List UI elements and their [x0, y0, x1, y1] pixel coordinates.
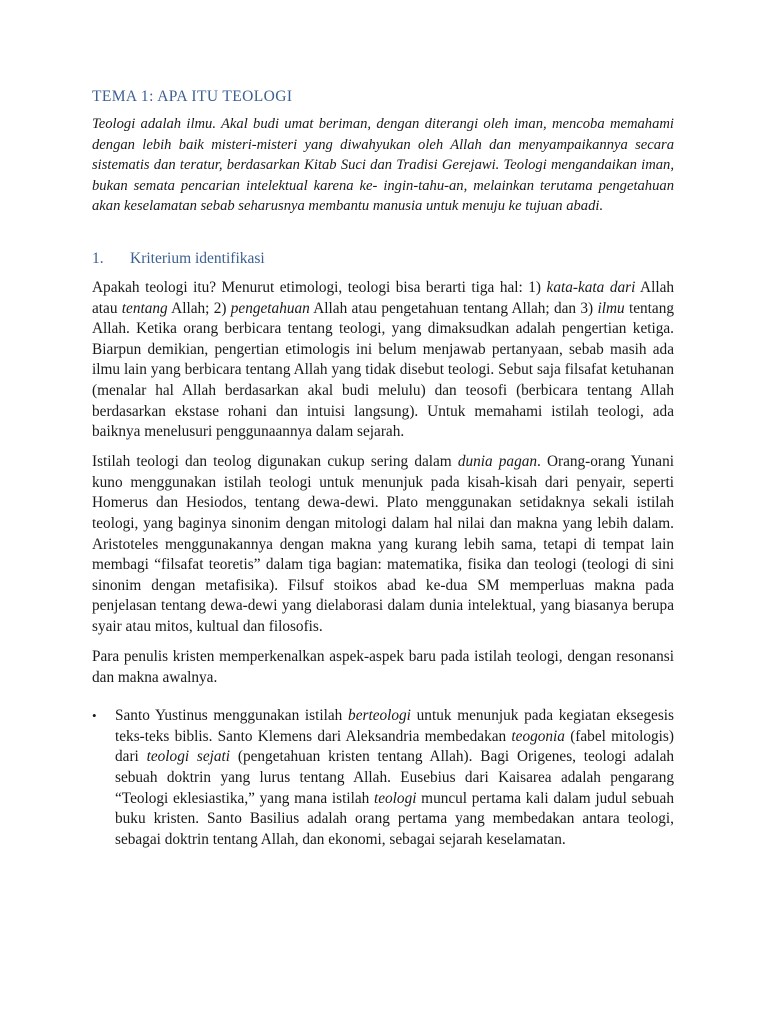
- paragraph-pagan-world: [92, 452, 674, 637]
- paragraph-etymology: [92, 278, 674, 443]
- section-number: 1.: [92, 249, 104, 267]
- document-content: [92, 88, 674, 850]
- text-span: untuk menunjuk pada kegiatan eksegesis teks-teks biblis. Santo Klemens dari Aleksandria membedakan: [115, 707, 674, 745]
- bullet-list: [92, 706, 674, 850]
- section-title: Kriterium identifikasi: [130, 249, 265, 267]
- emphasis-text: ilmu: [597, 299, 625, 317]
- section-heading: [92, 250, 674, 268]
- emphasis-text: dunia pagan: [457, 453, 538, 471]
- paragraph-christian-writers: Para penulis kristen memperkenalkan aspek-aspek baru pada istilah teologi, dengan resonansi dan makna awalnya.: [92, 648, 674, 686]
- text-span: tentang Allah. Ketika orang berbicara tentang teologi, yang dimaksudkan adalah pengertian ketiga. Biarpun demikian, pengertian etimologis ini belum menjawab pertanyaan, sebab masih ada ilmu lain yang berbicara tentang Allah yang tidak disebut teologi. Sebut saja filsafat ketuhanan (menalar hal Allah berdasarkan akal budi melulu) dan teosofi (berbicara tentang Allah berdasarkan ekstase rohani dan intuisi langsung). Untuk memahami istilah teologi, ada baiknya menelusuri penggunaannya dalam sejarah.: [92, 299, 674, 441]
- emphasis-text: teologi sejati: [146, 748, 231, 766]
- text-span: muncul pertama kali dalam judul sebuah buku kristen. Santo Basilius adalah orang pertama yang membedakan antara teologi, sebagai doktrin tentang Allah, dan ekonomi, sebagai sejarah keselamatan.: [115, 789, 674, 848]
- text-span: Allah atau pengetahuan tentang Allah; dan 3): [309, 299, 598, 317]
- text-span: Allah; 2): [167, 299, 231, 317]
- list-item: [92, 706, 674, 850]
- text-span: Istilah teologi dan teolog digunakan cukup sering dalam: [92, 453, 458, 471]
- document-title: TEMA 1: APA ITU TEOLOGI: [92, 88, 293, 105]
- emphasis-text: teogonia: [511, 727, 565, 745]
- text-span: Allah atau: [92, 278, 675, 317]
- emphasis-text: pengetahuan: [230, 299, 310, 317]
- text-span: Santo Yustinus menggunakan istilah: [115, 707, 349, 725]
- emphasis-text: berteologi: [348, 707, 411, 725]
- emphasis-text: tentang: [121, 299, 168, 317]
- text-span: (pengetahuan kristen tentang Allah). Bagi Origenes, teologi adalah sebuah doktrin yang lurus tentang Allah. Eusebius dari Kaisarea adalah pengarang “Teologi eklesiastika,” yang mana istilah: [115, 748, 675, 807]
- emphasis-text: teologi: [373, 789, 417, 807]
- intro-paragraph: Teologi adalah ilmu. Akal budi umat beriman, dengan diterangi oleh iman, mencoba memahami dengan lebih baik misteri-misteri yang diwahyukan oleh Allah dan menyampaikannya secara sistematis dan teratur, berdasarkan Kitab Suci dan Tradisi Gerejawi. Teologi mengandaikan iman, bukan semata pencarian intelektual karena ke- ingin-tahu-an, melainkan terutama pengetahuan akan keselamatan sebab seharusnya membantu manusia untuk menuju ke tujuan abadi.: [92, 116, 674, 215]
- text-span: . Orang-orang Yunani kuno menggunakan istilah teologi untuk menunjuk pada kisah-kisah dari penyair, seperti Homerus dan Hesiodos, tentang dewa-dewi. Plato menggunakan setidaknya sekali istilah teologi, yang baginya sinonim dengan mitologi dalam hal nilai dan makna yang lebih dalam. Aristoteles menggunakannya dengan makna yang kurang lebih sama, tetapi di tempat lain membagi “filsafat teoretis” dalam tiga bagian: matematika, fisika dan teologi (teologi di sini sinonim dengan metafisika). Filsuf stoikos abad ke-dua SM memperluas makna pada penjelasan tentang dewa-dewi yang dielaborasi dalam dunia intelektual, yang biasanya berupa syair atau mitos, kultual dan filosofis.: [92, 453, 674, 635]
- text-span: (fabel mitologis) dari: [115, 727, 674, 766]
- bullet-icon: •: [92, 708, 97, 724]
- text-span: Apakah teologi itu? Menurut etimologi, teologi bisa berarti tiga hal: 1): [92, 278, 547, 296]
- emphasis-text: kata-kata dari: [546, 278, 636, 296]
